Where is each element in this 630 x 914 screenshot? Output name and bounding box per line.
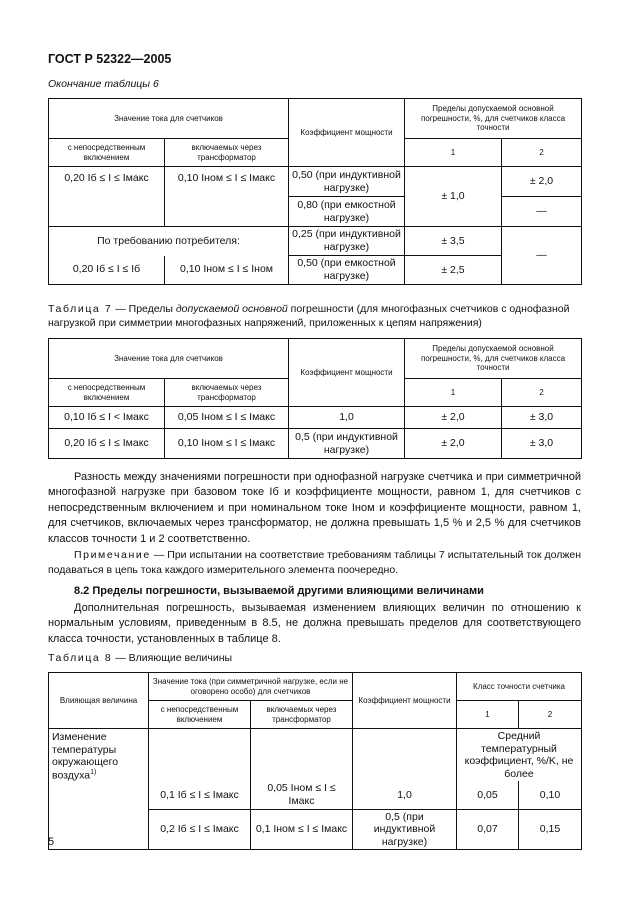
t8-quantity: Изменение температуры окружающего воздуха$^{1)}$	[49, 729, 149, 850]
t8-r2-class2: 0,15	[519, 809, 582, 850]
t6-r2-pf-inductive: 0,25 (при индуктивной нагрузке)	[289, 227, 405, 256]
paragraph-difference: Разность между значениями погрешности при однофазной нагрузке счетчика и при симметричной многофазной нагрузке при базовом токе Iб и коэффициенте мощности, равном 1, для счетчиков с непосредственным включением и при номинальном токе Iном и коэффициенте мощности, равном 1, для счетчиков, включаемых через трансформатор, не должна превышать 1,5 % и 2,5 % для счетчиков классов точности 1 и 2 соответственно.	[48, 471, 581, 545]
note-label: Примечание	[74, 549, 151, 561]
table-7	[48, 338, 582, 459]
t6-r1-transformer: 0,10 Iном ≤ I ≤ Iмакс	[165, 167, 289, 227]
t6-header-power-factor: Коэффициент мощности	[289, 99, 405, 167]
t8-r1-class2: 0,10	[519, 781, 582, 809]
t7-r2-class1: ± 2,0	[405, 429, 502, 459]
t7-r2-class2: ± 3,0	[502, 429, 582, 459]
t8-r1-class1: 0,05	[457, 781, 519, 809]
t8-header-power-factor: Коэффициент мощности	[353, 673, 457, 729]
t6-r2-transformer: 0,10 Iном ≤ I ≤ Iном	[165, 256, 289, 285]
t7-r1-direct: 0,10 Iб ≤ I < Iмакс	[49, 407, 165, 429]
t8-header-class-2: 2	[519, 701, 582, 729]
t7-r1-pf: 1,0	[289, 407, 405, 429]
t8-r2-class1: 0,07	[457, 809, 519, 850]
t6-r1-class1: ± 1,0	[405, 167, 502, 227]
table8-caption: Таблица 8 — Влияющие величины	[48, 652, 233, 664]
t7-r2-transformer: 0,10 Iном ≤ I ≤ Iмакс	[165, 429, 289, 459]
t6-r2-class2: —	[502, 227, 582, 285]
table7-label: Таблица 7	[48, 303, 113, 315]
t8-r1-direct: 0,1 Iб ≤ I ≤ Iмакс	[149, 781, 251, 809]
table8-label: Таблица 8	[48, 652, 113, 664]
t7-r1-class1: ± 2,0	[405, 407, 502, 429]
page-number: 5	[48, 836, 55, 848]
t6-r2-pf-capacitive: 0,50 (при емкостной нагрузке)	[289, 256, 405, 285]
t8-header-class-1: 1	[457, 701, 519, 729]
t6-r2-direct: 0,20 Iб ≤ I ≤ Iб	[49, 256, 165, 285]
t6-r1-class2-b: —	[502, 197, 582, 227]
t7-r1-transformer: 0,05 Iном ≤ I ≤ Iмакс	[165, 407, 289, 429]
note-text: — При испытании на соответствие требованиям таблицы 7 испытательный ток должен подаваться в цепь тока каждого измерительного элемента поочередно.	[48, 549, 581, 576]
t8-r2-pf: 0,5 (при индуктивной нагрузке)	[353, 809, 457, 850]
t7-header-transformer: включаемых через трансформатор	[165, 379, 289, 407]
t8-temp-coefficient: Средний температурный коэффициент, %/K, не более	[457, 729, 582, 782]
t7-header-current: Значение тока для счетчиков	[49, 339, 289, 379]
t8-r1-pf: 1,0	[353, 781, 457, 809]
document-header: ГОСТ Р 52322—2005	[48, 52, 172, 66]
t6-r1-class2-a: ± 2,0	[502, 167, 582, 197]
t7-header-power-factor: Коэффициент мощности	[289, 339, 405, 407]
t6-r2-class1-a: ± 3,5	[405, 227, 502, 256]
t7-r2-pf: 0,5 (при индуктивной нагрузке)	[289, 429, 405, 459]
t6-header-limits: Пределы допускаемой основной погрешности, %, для счетчиков класса точности	[405, 99, 582, 139]
t7-header-class-1: 1	[405, 379, 502, 407]
note-table7	[48, 548, 581, 577]
t6-r1-pf-inductive: 0,50 (при индуктивной нагрузке)	[289, 167, 405, 197]
t7-header-class-2: 2	[502, 379, 582, 407]
t6-header-direct: с непосредственным включением	[49, 139, 165, 167]
section-8-2-title: 8.2 Пределы погрешности, вызываемой другими влияющими величинами	[74, 585, 484, 597]
t8-header-quantity: Влияющая величина	[49, 673, 149, 729]
t8-r2-direct: 0,2 Iб ≤ I ≤ Iмакс	[149, 809, 251, 850]
t7-r1-class2: ± 3,0	[502, 407, 582, 429]
t6-r2-class1-b: ± 2,5	[405, 256, 502, 285]
t7-header-direct: с непосредственным включением	[49, 379, 165, 407]
table-8	[48, 672, 582, 850]
t6-header-transformer: включаемых через трансформатор	[165, 139, 289, 167]
t8-header-direct: с непосредственным включением	[149, 701, 251, 729]
t8-r2-transformer: 0,1 Iном ≤ I ≤ Iмакс	[251, 809, 353, 850]
t8-r1-transformer: 0,05 Iном ≤ I ≤ Iмакс	[251, 781, 353, 809]
t6-r2-request: По требованию потребителя:	[49, 227, 289, 256]
t7-r2-direct: 0,20 Iб ≤ I ≤ Iмакс	[49, 429, 165, 459]
t6-header-class-2: 2	[502, 139, 582, 167]
table7-caption: Таблица 7 — Пределы допускаемой основной погрешности (для многофазных счетчиков с однофазной нагрузкой при симметрии многофазных напряжений, приложенных к цепям напряжения)	[48, 303, 570, 329]
t6-r1-direct: 0,20 Iб ≤ I ≤ Iмакс	[49, 167, 165, 227]
t8-header-class: Класс точности счетчика	[457, 673, 582, 701]
section-8-2-body: Дополнительная погрешность, вызываемая изменением влияющих величин по отношению к нормальным условиям, приведенным в 8.5, не должна превышать пределов для соответствующего класса точности, установленных в таблице 8.	[48, 602, 581, 645]
t8-header-current: Значение тока (при симметричной нагрузке, если не оговорено особо) для счетчиков	[149, 673, 353, 701]
t7-header-limits: Пределы допускаемой основной погрешности, %, для счетчиков класса точности	[405, 339, 582, 379]
t6-r1-pf-capacitive: 0,80 (при емкостной нагрузке)	[289, 197, 405, 227]
t8-header-transformer: включаемых через трансформатор	[251, 701, 353, 729]
table6-caption: Окончание таблицы 6	[48, 78, 159, 90]
t6-header-class-1: 1	[405, 139, 502, 167]
table-6	[48, 98, 582, 285]
t6-header-current: Значение тока для счетчиков	[49, 99, 289, 139]
